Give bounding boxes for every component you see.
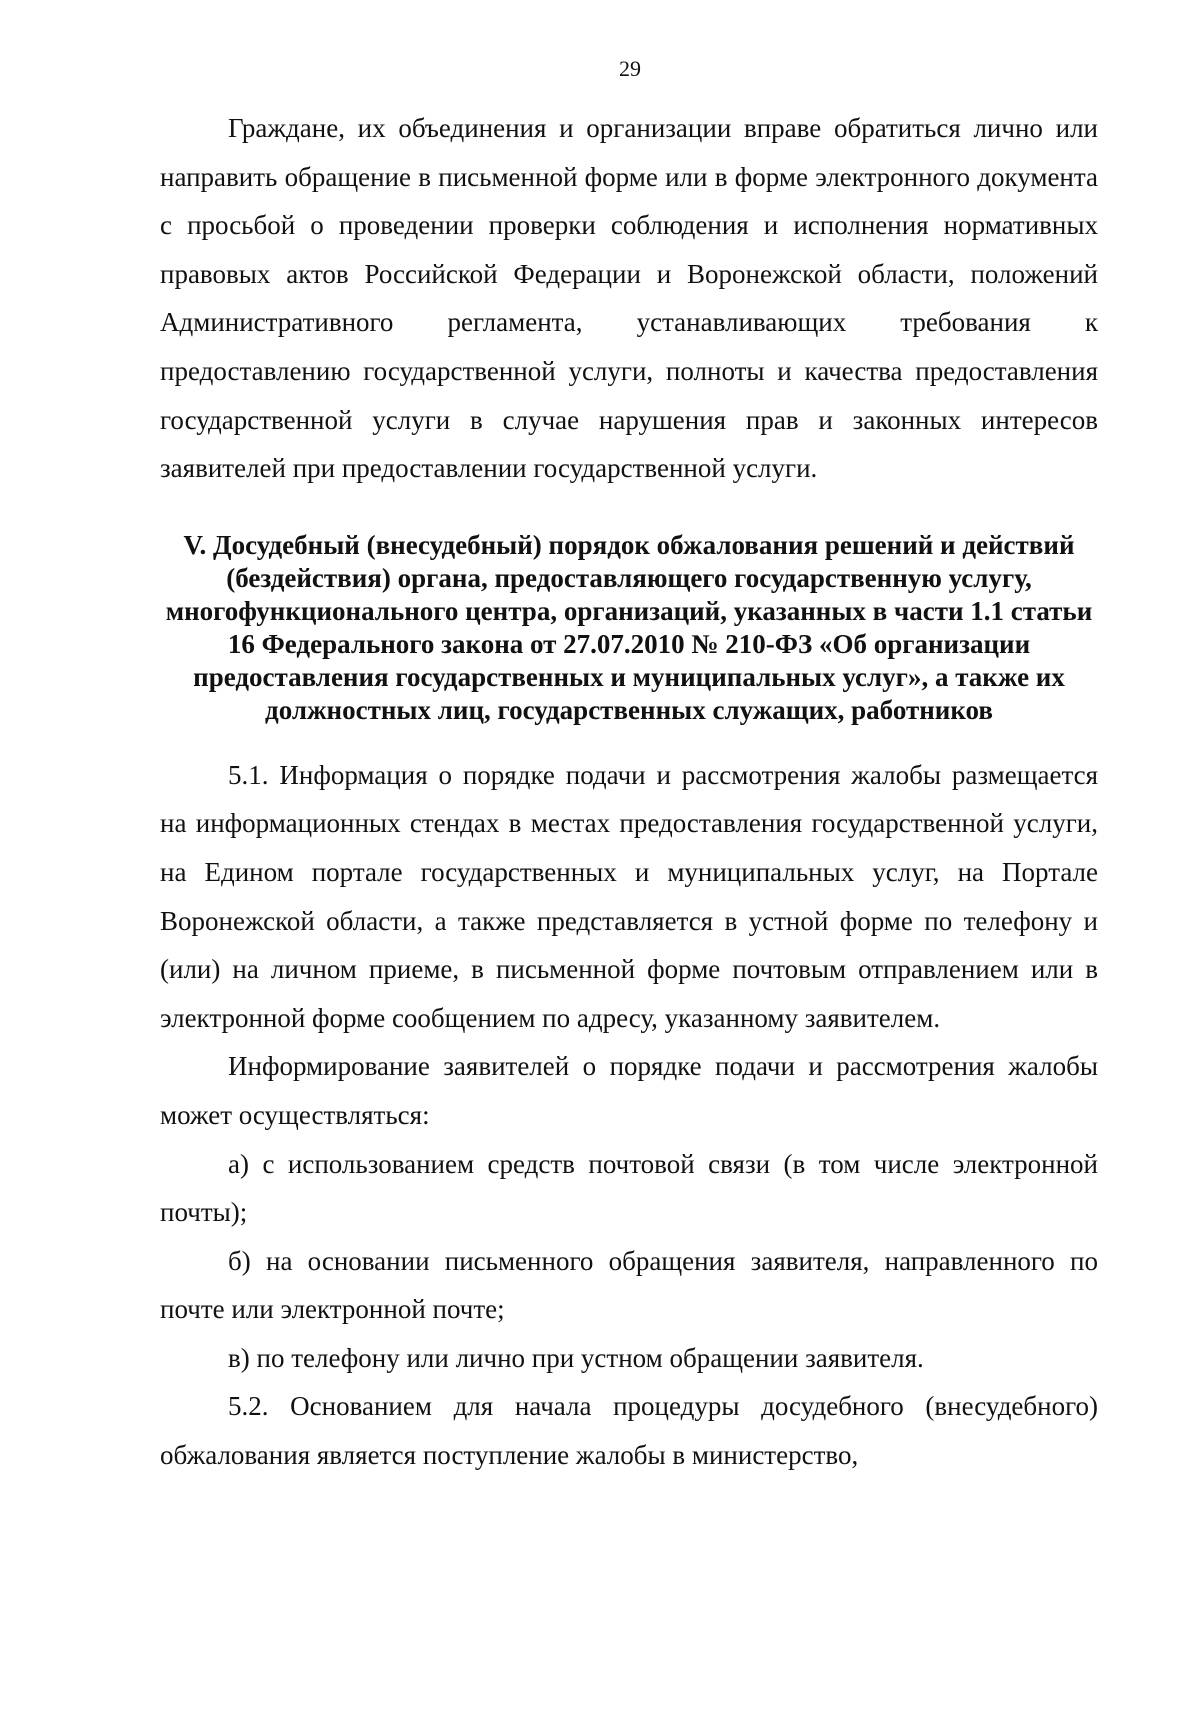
paragraph-informing: Информирование заявителей о порядке подачи и рассмотрения жалобы может осуществляться:	[160, 1051, 1098, 1130]
document-body	[160, 104, 1098, 1480]
section-heading-v: V. Досудебный (внесудебный) порядок обжалования решений и действий (бездействия) органа, предоставляющего государственную услугу, многофункционального центра, организаций, указанных в части 1.1 статьи 16 Федерального закона от 27.07.2010 № 210-ФЗ «Об организации предоставления государственных и муниципальных услуг», а также их должностных лиц, государственных служащих, работников	[165, 529, 1093, 725]
paragraph-5-2: 5.2. Основанием для начала процедуры досудебного (внесудебного) обжалования является поступление жалобы в министерство,	[160, 1391, 1098, 1471]
list-item-b: б) на основании письменного обращения заявителя, направленного по почте или электронной почте;	[160, 1245, 1098, 1325]
list-item-a: а) с использованием средств почтовой связи (в том числе электронной почты);	[160, 1148, 1098, 1228]
page-number: 29	[619, 56, 641, 81]
list-item-v: в) по телефону или лично при устном обращении заявителя.	[228, 1342, 924, 1373]
paragraph-citizens-appeal: Граждане, их объединения и организации вправе обратиться лично или направить обращение в письменной форме или в форме электронного документа с просьбой о проведении проверки соблюдения и исполнения нормативных правовых актов Российской Федерации и Воронежской области, положений Административного регламента, устанавливающих требования к предоставлению государственной услуги, полноты и качества предоставления государственной услуги в случае нарушения прав и законных интересов заявителей при предоставлении государственной услуги.	[160, 113, 1098, 484]
paragraph-5-1: 5.1. Информация о порядке подачи и рассмотрения жалобы размещается на информационных стендах в местах предоставления государственной услуги, на Едином портале государственных и муниципальных услуг, на Портале Воронежской области, а также представляется в устной форме по телефону и (или) на личном приеме, в письменной форме почтовым отправлением или в электронной форме сообщением по адресу, указанному заявителем.	[160, 759, 1098, 1033]
